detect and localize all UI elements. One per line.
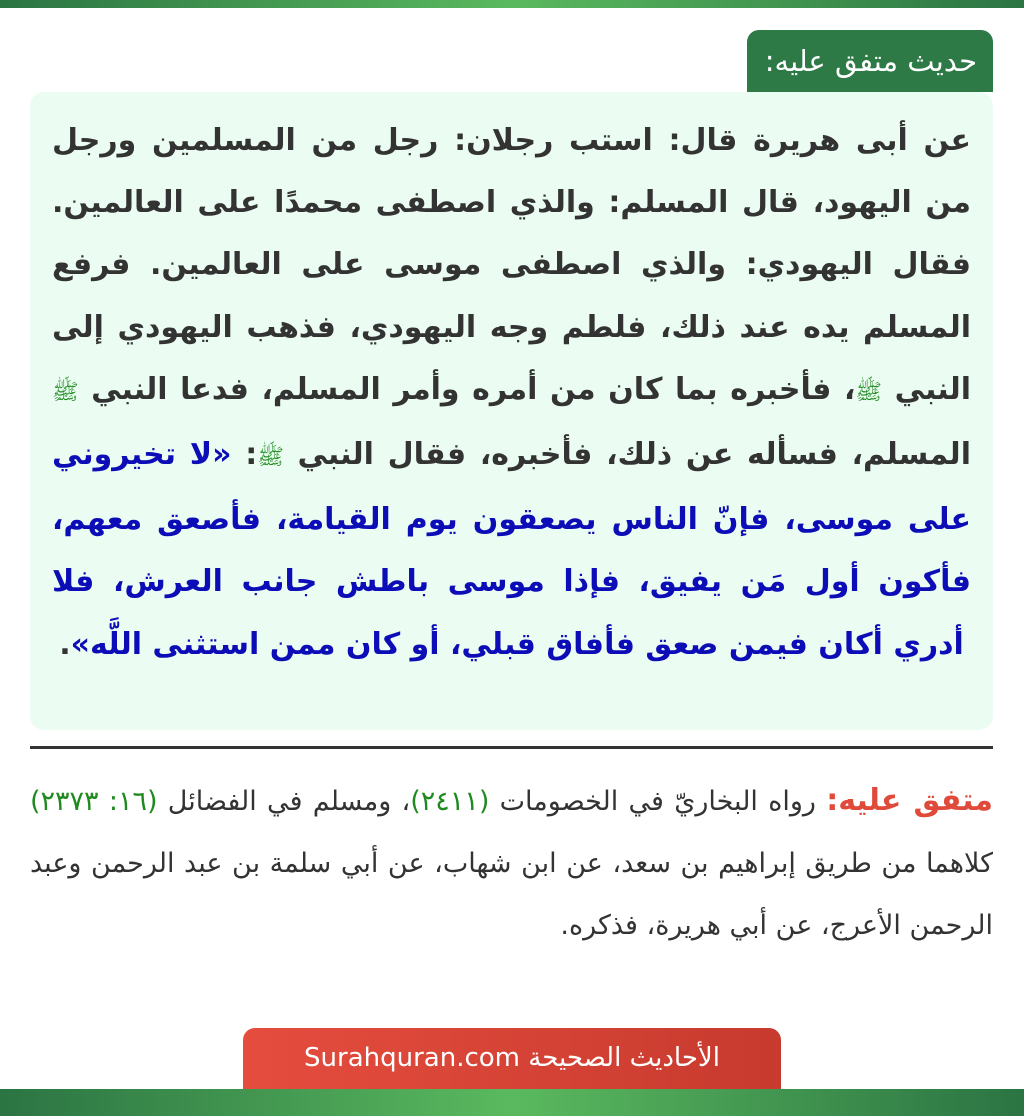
pbuh-icon: ﷺ <box>257 445 284 471</box>
source-text-3: كلاهما من طريق إبراهيم بن سعد، عن ابن شهاب، عن أبي سلمة بن عبد الرحمن وعبد الرحمن الأعرج، عن أبي هريرة، فذكره. <box>30 848 993 941</box>
hadith-narration: عن أبى هريرة قال: استب رجلان: رجل من المسلمين ورجل من اليهود، قال المسلم: والذي اصطفى محمدًا على العالمين. فقال اليهودي: والذي اصطفى موسى على العالمين. فرفع المسلم يده عند ذلك، فلطم وجه اليهودي، فذهب اليهودي إلى النبي <box>52 123 971 407</box>
pbuh-icon: ﷺ <box>855 379 882 405</box>
hadith-text <box>52 110 971 676</box>
source-citation <box>30 770 993 957</box>
hadith-part-3: المسلم، فسأله عن ذلك، فأخبره، فقال النبي <box>297 437 971 473</box>
prophet-quote: «لا تخيروني على موسى، فإنّ الناس يصعقون يوم القيامة، فأصعق معهم، فأكون أول مَن يفيق، فإذا موسى باطش جانب العرش، فلا أدري أكان فيمن صعق فأفاق قبلي، أو كان ممن استثنى اللَّه» <box>52 437 971 662</box>
bukhari-reference: (٢٤١١) <box>410 786 490 817</box>
site-badge: الأحاديث الصحيحة Surahquran.com <box>243 1028 781 1089</box>
source-text-1: رواه البخاريّ في الخصومات <box>489 786 827 817</box>
pbuh-icon: ﷺ <box>52 379 79 405</box>
hadith-part-4: : <box>231 437 258 473</box>
hadith-title-tab: حديث متفق عليه: <box>747 30 993 92</box>
bottom-decorative-bar <box>0 1089 1024 1116</box>
section-divider <box>30 746 993 749</box>
hadith-text-box <box>30 92 993 730</box>
source-text-2: ، ومسلم في الفضائل <box>157 786 411 817</box>
hadith-part-2: ، فأخبره بما كان من أمره وأمر المسلم، فدعا النبي <box>91 371 856 407</box>
top-decorative-bar <box>0 0 1024 8</box>
muslim-reference: (١٦: ٢٣٧٣) <box>30 786 158 817</box>
source-label: متفق عليه: <box>826 783 993 818</box>
end-punctuation: . <box>59 626 71 662</box>
